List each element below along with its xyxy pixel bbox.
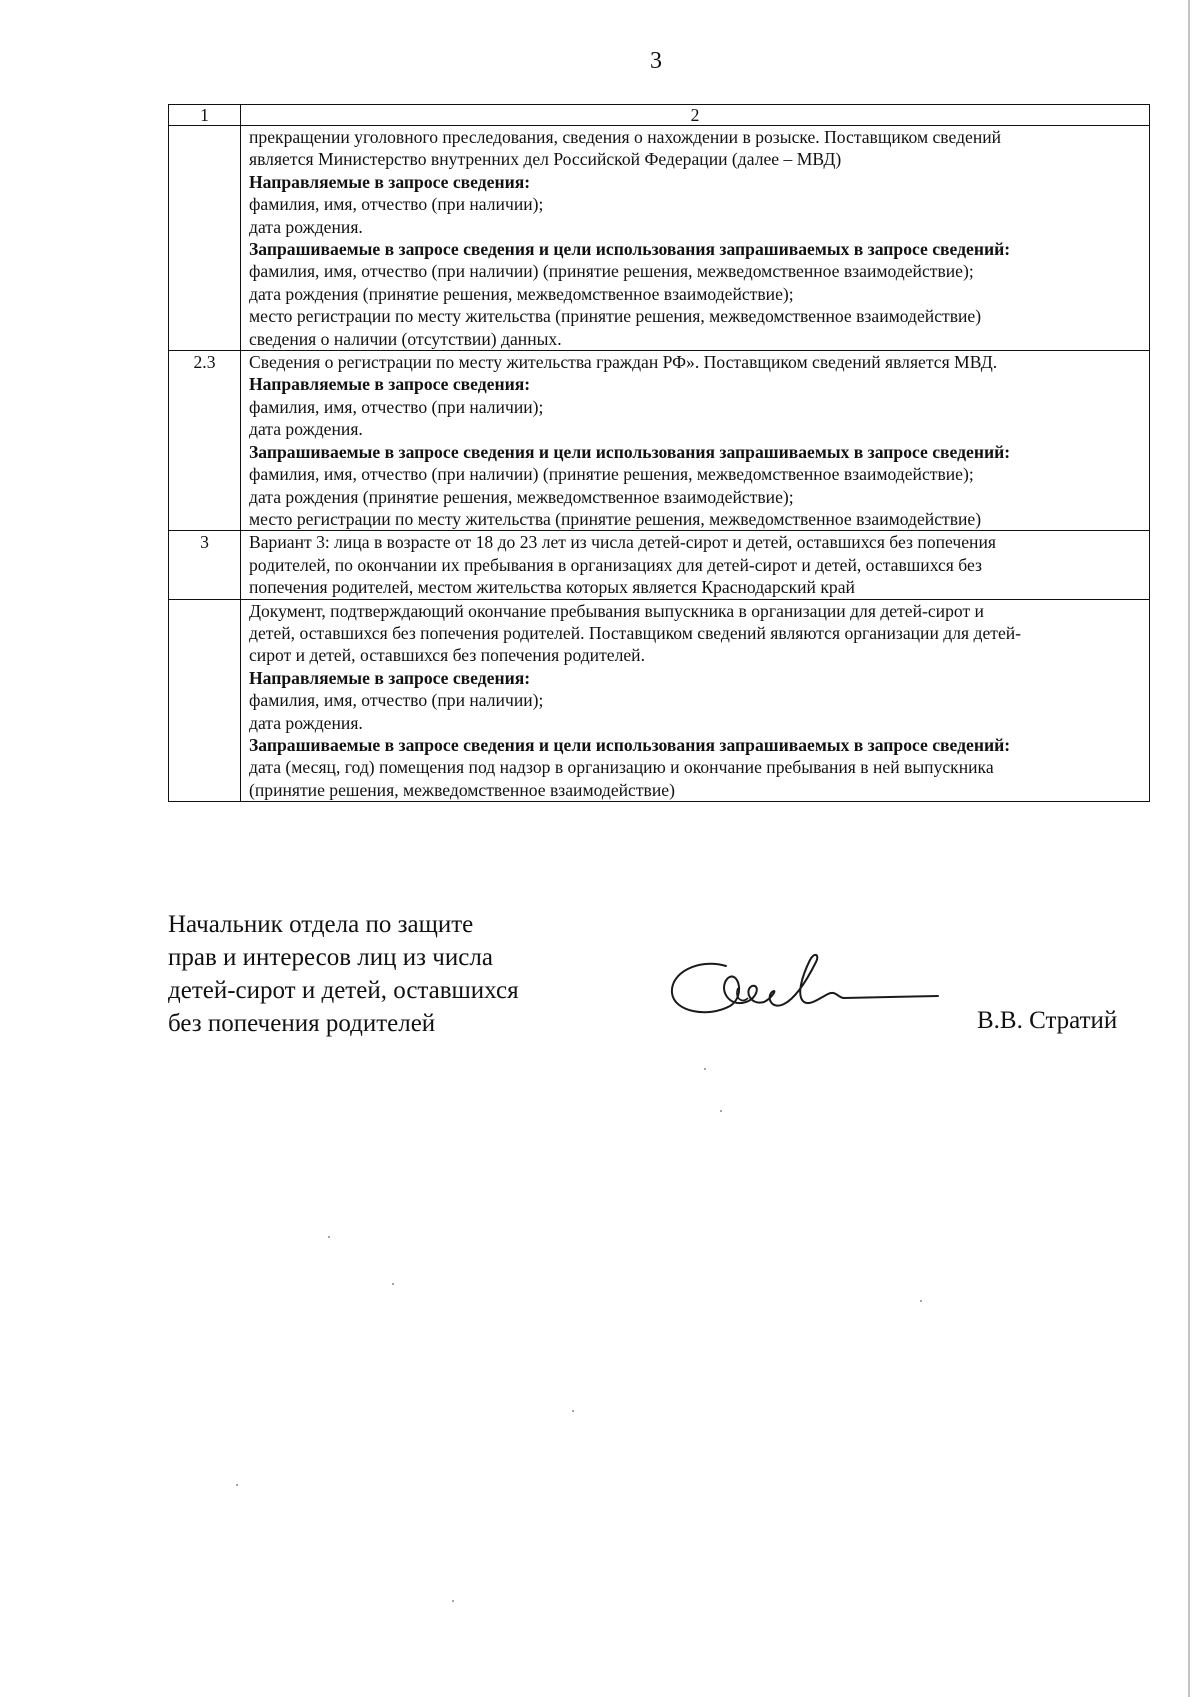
scan-speck (920, 1300, 922, 1302)
content-line: родителей, по окончании их пребывания в организациях для детей-сирот и детей, оставшихся без (249, 554, 982, 575)
scan-speck (392, 1283, 394, 1285)
content-line: фамилия, имя, отчество (при наличии) (принятие решения, межведомственное взаимодействие); (249, 464, 974, 485)
row-content-cell (241, 599, 1150, 802)
content-line: детей, оставшихся без попечения родителей. Поставщиком сведений являются организации для детей- (249, 622, 1022, 643)
section-heading-line: Запрашиваемые в запросе сведения и цели использования запрашиваемых в запросе сведений: (249, 734, 1011, 755)
scan-speck (720, 1110, 722, 1112)
row-number-cell: 2.3 (169, 351, 241, 531)
signatory-position-line: прав и интересов лиц из числа (168, 944, 493, 971)
content-line: сирот и детей, оставшихся без попечения родителей. (249, 645, 645, 666)
column-header-content: 2 (241, 105, 1150, 126)
row-number-cell: 3 (169, 531, 241, 599)
scan-speck (704, 1068, 706, 1070)
row-content-cell (241, 126, 1150, 351)
content-line: дата рождения (принятие решения, межведомственное взаимодействие); (249, 486, 794, 507)
row-number-cell (169, 599, 241, 802)
table-header-row (169, 105, 1150, 126)
column-header-number: 1 (169, 105, 241, 126)
content-line: место регистрации по месту жительства (принятие решения, межведомственное взаимодействие) (249, 508, 982, 529)
scan-speck (572, 1410, 574, 1412)
content-line: дата (месяц, год) помещения под надзор в организацию и окончание пребывания в ней выпускника (249, 757, 994, 778)
table-row (169, 599, 1150, 802)
scan-speck (328, 1236, 330, 1238)
signatory-position-line: Начальник отдела по защите (168, 911, 474, 938)
signatory-name: В.В. Стратий (977, 1007, 1118, 1034)
scan-speck (452, 1600, 454, 1602)
content-line: фамилия, имя, отчество (при наличии); (249, 690, 544, 711)
page-number: 3 (650, 48, 662, 74)
content-line: Документ, подтверждающий окончание пребывания выпускника в организации для детей-сирот и (249, 600, 984, 621)
table-row (169, 351, 1150, 531)
content-line: место регистрации по месту жительства (принятие решения, межведомственное взаимодействие) (249, 306, 982, 327)
scan-speck (236, 1484, 238, 1486)
signatory-position-line: без попечения родителей (168, 1010, 436, 1037)
scan-edge-line (1188, 0, 1190, 1697)
content-line: сведения о наличии (отсутствии) данных. (249, 328, 562, 349)
signatory-position (168, 908, 519, 1040)
row-content-cell (241, 531, 1150, 599)
section-heading-line: Направляемые в запросе сведения: (249, 171, 531, 192)
requirements-table (168, 104, 1150, 802)
section-heading-line: Направляемые в запросе сведения: (249, 374, 531, 395)
section-heading-line: Запрашиваемые в запросе сведения и цели использования запрашиваемых в запросе сведений: (249, 239, 1011, 260)
content-line: является Министерство внутренних дел Российской Федерации (далее – МВД) (249, 149, 842, 170)
section-heading-line: Направляемые в запросе сведения: (249, 667, 531, 688)
content-line: Вариант 3: лица в возрасте от 18 до 23 лет из числа детей-сирот и детей, оставшихся без попечения (249, 532, 996, 553)
content-line: фамилия, имя, отчество (при наличии); (249, 396, 544, 417)
content-line: дата рождения. (249, 419, 363, 440)
content-line: дата рождения (принятие решения, межведомственное взаимодействие); (249, 283, 794, 304)
content-line: (принятие решения, межведомственное взаимодействие) (249, 779, 675, 800)
section-heading-line: Запрашиваемые в запросе сведения и цели использования запрашиваемых в запросе сведений: (249, 441, 1011, 462)
content-line: фамилия, имя, отчество (при наличии) (принятие решения, межведомственное взаимодействие); (249, 261, 974, 282)
signatory-position-line: детей-сирот и детей, оставшихся (168, 977, 519, 1004)
content-line: дата рождения. (249, 216, 363, 237)
handwritten-signature (668, 948, 948, 1028)
table-row (169, 531, 1150, 599)
content-line: фамилия, имя, отчество (при наличии); (249, 194, 544, 215)
row-content-cell (241, 351, 1150, 531)
content-line: прекращении уголовного преследования, сведения о нахождении в розыске. Поставщиком сведений (249, 127, 1002, 147)
content-line: попечения родителей, местом жительства которых является Краснодарский край (249, 577, 855, 598)
content-line: дата рождения. (249, 712, 363, 733)
table-row (169, 126, 1150, 351)
table-body (169, 126, 1150, 802)
row-number-cell (169, 126, 241, 351)
content-line: Сведения о регистрации по месту жительства граждан РФ». Поставщиком сведений является МВД. (249, 352, 998, 373)
